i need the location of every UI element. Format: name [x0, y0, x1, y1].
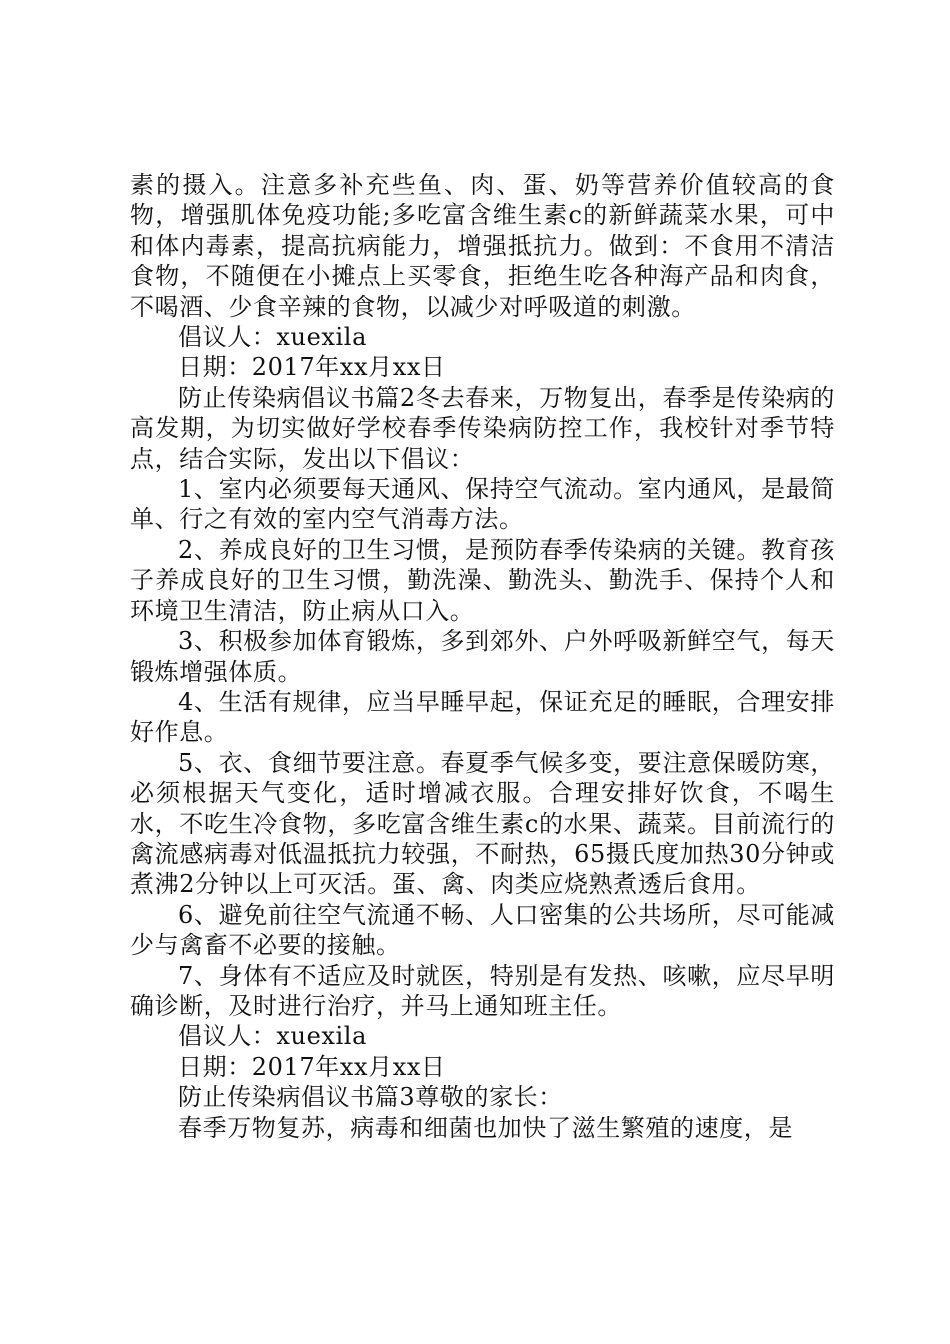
paragraph-date-1: 日期：2017年xx月xx日 — [178, 353, 446, 382]
paragraph-article-2-intro: 防止传染病倡议书篇2冬去春来，万物复出，春季是传染病的高发期，为切实做好学校春季传染病防控工作，我校针对季节特点，结合实际，发出以下倡议： — [130, 383, 835, 473]
paragraph-nutrition-advice: 素的摄入。注意多补充些鱼、肉、蛋、奶等营养价值较高的食物，增强肌体免疫功能;多吃富含维生素c的新鲜蔬菜水果，可中和体内毒素，提高抗病能力，增强抵抗力。做到：不食用不清洁食物，不随便在小摊点上买零食，拒绝生吃各种海产品和肉食，不喝酒、少食辛辣的食物，以减少对呼吸道的刺激。 — [130, 171, 835, 321]
paragraph-proposer-2: 倡议人：xuexila — [178, 1022, 367, 1051]
paragraph-item-3: 3、积极参加体育锻炼，多到郊外、户外呼吸新鲜空气，每天锻炼增强体质。 — [130, 627, 835, 686]
document-body — [130, 170, 835, 1143]
paragraph-item-5: 5、衣、食细节要注意。春夏季气候多变，要注意保暖防寒，必须根据天气变化，适时增减衣服。合理安排好饮食，不喝生水，不吃生冷食物，多吃富含维生素c的水果、蔬菜。目前流行的禽流感病毒对低温抵抗力较强，不耐热，65摄氏度加热30分钟或煮沸2分钟以上可灭活。蛋、禽、肉类应烧熟煮透后食用。 — [130, 748, 835, 899]
paragraph-item-6: 6、避免前往空气流通不畅、人口密集的公共场所，尽可能减少与禽畜不必要的接触。 — [130, 900, 835, 960]
paragraph-item-2: 2、养成良好的卫生习惯，是预防春季传染病的关键。教育孩子养成良好的卫生习惯，勤洗澡、勤洗头、勤洗手、保持个人和环境卫生清洁，防止病从口入。 — [130, 535, 835, 625]
paragraph-item-7: 7、身体有不适应及时就医，特别是有发热、咳嗽，应尽早明确诊断，及时进行治疗，并马上通知班主任。 — [130, 961, 835, 1020]
paragraph-article-3-body: 春季万物复苏，病毒和细菌也加快了滋生繁殖的速度，是 — [178, 1113, 793, 1142]
paragraph-date-2: 日期：2017年xx月xx日 — [178, 1052, 446, 1081]
paragraph-article-3-title: 防止传染病倡议书篇3尊敬的家长： — [178, 1083, 563, 1112]
paragraph-item-4: 4、生活有规律，应当早睡早起，保证充足的睡眠，合理安排好作息。 — [130, 687, 835, 747]
paragraph-item-1: 1、室内必须要每天通风、保持空气流动。室内通风，是最简单、行之有效的室内空气消毒方法。 — [130, 475, 835, 534]
paragraph-proposer-1: 倡议人：xuexila — [178, 323, 367, 352]
